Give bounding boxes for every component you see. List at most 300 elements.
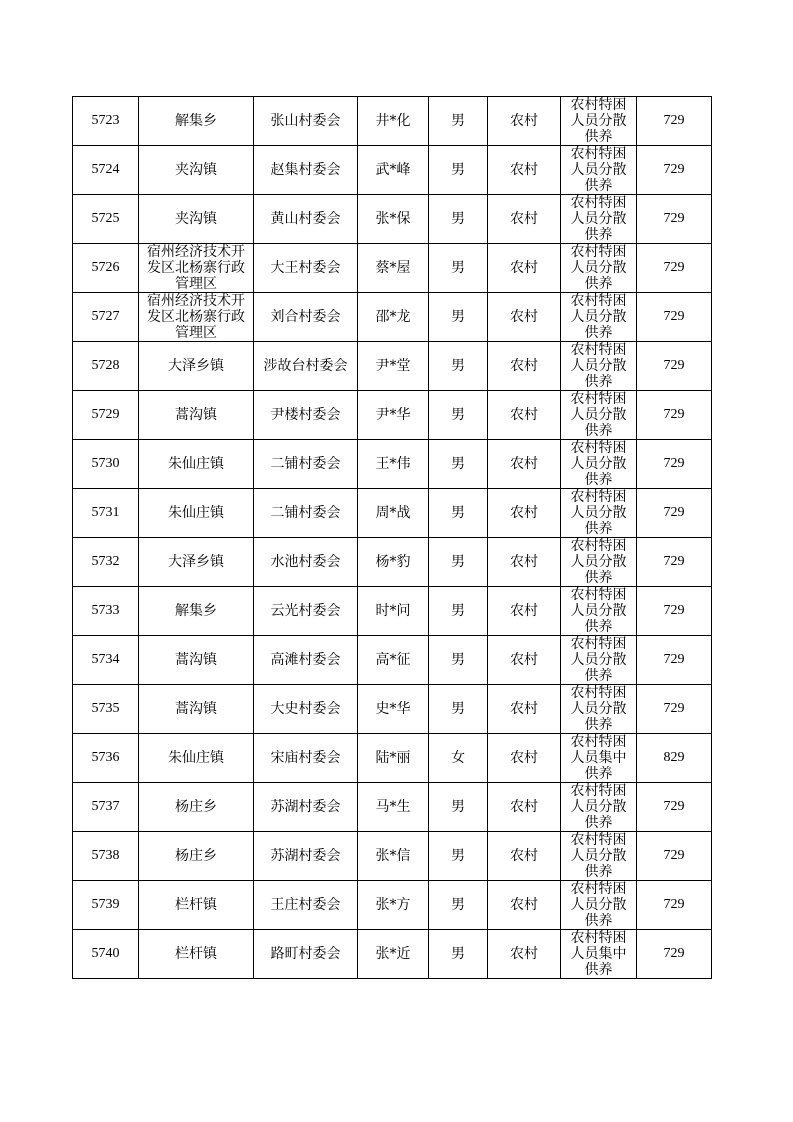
support-type-cell-text: 农村特困人员分散供养: [570, 342, 627, 390]
gender-cell: [429, 685, 488, 734]
support-type-cell-text: 农村特困人员分散供养: [570, 832, 627, 880]
village-cell-text: 尹楼村委会: [270, 407, 341, 423]
support-type-cell-text: 农村特困人员分散供养: [570, 685, 627, 733]
records-table: [72, 96, 712, 979]
person-name-cell-text: 尹*堂: [375, 358, 411, 374]
support-type-cell: [561, 342, 637, 391]
amount-cell-text: 729: [663, 211, 685, 226]
person-name-cell: [358, 489, 429, 538]
area-cell-text: 农村: [510, 799, 538, 815]
area-cell: [488, 881, 561, 930]
record-id-cell-text: 5725: [91, 211, 120, 226]
person-name-cell-text: 张*近: [375, 946, 411, 962]
town-cell: [139, 734, 254, 783]
town-cell: [139, 881, 254, 930]
record-id-cell: [73, 195, 139, 244]
area-cell-text: 农村: [510, 211, 538, 227]
town-cell: [139, 440, 254, 489]
table-row: [73, 342, 712, 391]
area-cell-text: 农村: [510, 358, 538, 374]
town-cell: [139, 489, 254, 538]
record-id-cell-text: 5731: [91, 505, 120, 520]
amount-cell-text: 729: [663, 848, 685, 863]
gender-cell: [429, 342, 488, 391]
area-cell: [488, 538, 561, 587]
record-id-cell-text: 5735: [91, 701, 120, 716]
amount-cell: [637, 685, 712, 734]
town-cell-text: 蒿沟镇: [175, 407, 217, 423]
village-cell-text: 二铺村委会: [270, 505, 341, 521]
record-id-cell-text: 5737: [91, 799, 120, 814]
gender-cell-text: 男: [451, 946, 465, 962]
support-type-cell: [561, 734, 637, 783]
gender-cell: [429, 832, 488, 881]
town-cell-text: 解集乡: [175, 113, 217, 129]
support-type-cell-text: 农村特困人员集中供养: [570, 930, 627, 978]
area-cell: [488, 244, 561, 293]
area-cell: [488, 195, 561, 244]
village-cell-text: 涉故台村委会: [263, 358, 348, 374]
record-id-cell: [73, 391, 139, 440]
gender-cell-text: 男: [451, 113, 465, 129]
record-id-cell-text: 5728: [91, 358, 120, 373]
village-cell-text: 水池村委会: [270, 554, 341, 570]
support-type-cell-text: 农村特困人员分散供养: [570, 391, 627, 439]
record-id-cell: [73, 930, 139, 979]
gender-cell: [429, 293, 488, 342]
village-cell-text: 二铺村委会: [270, 456, 341, 472]
person-name-cell-text: 高*征: [375, 652, 411, 668]
village-cell: [254, 832, 358, 881]
amount-cell-text: 729: [663, 701, 685, 716]
town-cell-text: 宿州经济技术开发区北杨寨行政管理区: [147, 244, 245, 292]
gender-cell-text: 男: [451, 603, 465, 619]
gender-cell: [429, 636, 488, 685]
amount-cell: [637, 832, 712, 881]
area-cell-text: 农村: [510, 652, 538, 668]
village-cell: [254, 391, 358, 440]
person-name-cell-text: 尹*华: [375, 407, 411, 423]
table-row: [73, 734, 712, 783]
amount-cell: [637, 195, 712, 244]
village-cell: [254, 440, 358, 489]
town-cell-text: 朱仙庄镇: [168, 456, 224, 472]
village-cell-text: 张山村委会: [270, 113, 341, 129]
person-name-cell-text: 井*化: [375, 113, 411, 129]
town-cell-text: 宿州经济技术开发区北杨寨行政管理区: [147, 293, 245, 341]
record-id-cell-text: 5736: [91, 750, 120, 765]
record-id-cell-text: 5734: [91, 652, 120, 667]
person-name-cell-text: 邵*龙: [375, 309, 411, 325]
village-cell-text: 宋庙村委会: [270, 750, 341, 766]
record-id-cell-text: 5726: [91, 260, 120, 275]
town-cell: [139, 587, 254, 636]
town-cell-text: 杨庄乡: [175, 799, 217, 815]
person-name-cell: [358, 636, 429, 685]
amount-cell: [637, 783, 712, 832]
gender-cell: [429, 244, 488, 293]
area-cell-text: 农村: [510, 603, 538, 619]
gender-cell: [429, 489, 488, 538]
person-name-cell: [358, 587, 429, 636]
amount-cell: [637, 440, 712, 489]
gender-cell-text: 男: [451, 848, 465, 864]
support-type-cell: [561, 685, 637, 734]
village-cell: [254, 881, 358, 930]
person-name-cell: [358, 391, 429, 440]
village-cell: [254, 244, 358, 293]
person-name-cell-text: 杨*豹: [375, 554, 411, 570]
table-row: [73, 195, 712, 244]
town-cell-text: 栏杆镇: [175, 897, 217, 913]
area-cell: [488, 636, 561, 685]
support-type-cell: [561, 538, 637, 587]
area-cell-text: 农村: [510, 505, 538, 521]
support-type-cell: [561, 391, 637, 440]
table-body: [73, 97, 712, 979]
support-type-cell: [561, 587, 637, 636]
support-type-cell: [561, 881, 637, 930]
area-cell-text: 农村: [510, 897, 538, 913]
amount-cell: [637, 146, 712, 195]
record-id-cell: [73, 146, 139, 195]
amount-cell: [637, 244, 712, 293]
support-type-cell: [561, 244, 637, 293]
person-name-cell-text: 张*保: [375, 211, 411, 227]
support-type-cell-text: 农村特困人员分散供养: [570, 293, 627, 341]
village-cell: [254, 195, 358, 244]
area-cell-text: 农村: [510, 701, 538, 717]
gender-cell: [429, 97, 488, 146]
support-type-cell: [561, 195, 637, 244]
support-type-cell-text: 农村特困人员分散供养: [570, 538, 627, 586]
town-cell-text: 朱仙庄镇: [168, 750, 224, 766]
gender-cell-text: 男: [451, 652, 465, 668]
support-type-cell-text: 农村特困人员分散供养: [570, 97, 627, 145]
amount-cell: [637, 587, 712, 636]
support-type-cell: [561, 440, 637, 489]
table-row: [73, 587, 712, 636]
gender-cell-text: 男: [451, 456, 465, 472]
town-cell: [139, 930, 254, 979]
gender-cell-text: 男: [451, 897, 465, 913]
village-cell-text: 苏湖村委会: [270, 799, 341, 815]
town-cell: [139, 832, 254, 881]
table-row: [73, 832, 712, 881]
area-cell: [488, 440, 561, 489]
area-cell: [488, 342, 561, 391]
support-type-cell-text: 农村特困人员分散供养: [570, 783, 627, 831]
person-name-cell-text: 张*信: [375, 848, 411, 864]
area-cell: [488, 391, 561, 440]
amount-cell-text: 729: [663, 456, 685, 471]
record-id-cell-text: 5729: [91, 407, 120, 422]
person-name-cell-text: 蔡*屋: [375, 260, 411, 276]
person-name-cell-text: 王*伟: [375, 456, 411, 472]
person-name-cell: [358, 244, 429, 293]
person-name-cell-text: 时*问: [375, 603, 411, 619]
amount-cell-text: 829: [663, 750, 685, 765]
village-cell-text: 大王村委会: [270, 260, 341, 276]
amount-cell: [637, 489, 712, 538]
village-cell: [254, 587, 358, 636]
person-name-cell: [358, 97, 429, 146]
amount-cell-text: 729: [663, 309, 685, 324]
area-cell: [488, 734, 561, 783]
person-name-cell: [358, 440, 429, 489]
record-id-cell: [73, 440, 139, 489]
person-name-cell: [358, 685, 429, 734]
record-id-cell: [73, 783, 139, 832]
person-name-cell-text: 史*华: [375, 701, 411, 717]
village-cell: [254, 293, 358, 342]
record-id-cell: [73, 538, 139, 587]
support-type-cell: [561, 146, 637, 195]
area-cell: [488, 783, 561, 832]
village-cell: [254, 489, 358, 538]
record-id-cell-text: 5738: [91, 848, 120, 863]
amount-cell: [637, 734, 712, 783]
gender-cell: [429, 930, 488, 979]
table-row: [73, 146, 712, 195]
gender-cell-text: 男: [451, 260, 465, 276]
amount-cell-text: 729: [663, 652, 685, 667]
amount-cell: [637, 636, 712, 685]
village-cell-text: 赵集村委会: [270, 162, 341, 178]
village-cell: [254, 146, 358, 195]
gender-cell-text: 男: [451, 211, 465, 227]
area-cell-text: 农村: [510, 848, 538, 864]
table-row: [73, 440, 712, 489]
person-name-cell: [358, 930, 429, 979]
area-cell: [488, 832, 561, 881]
area-cell-text: 农村: [510, 162, 538, 178]
gender-cell-text: 男: [451, 309, 465, 325]
amount-cell: [637, 391, 712, 440]
village-cell-text: 苏湖村委会: [270, 848, 341, 864]
support-type-cell-text: 农村特困人员分散供养: [570, 881, 627, 929]
gender-cell-text: 女: [451, 750, 465, 766]
table-row: [73, 538, 712, 587]
gender-cell: [429, 783, 488, 832]
amount-cell-text: 729: [663, 897, 685, 912]
amount-cell-text: 729: [663, 407, 685, 422]
record-id-cell: [73, 97, 139, 146]
record-id-cell: [73, 293, 139, 342]
support-type-cell-text: 农村特困人员分散供养: [570, 636, 627, 684]
area-cell: [488, 97, 561, 146]
village-cell-text: 路町村委会: [270, 946, 341, 962]
amount-cell-text: 729: [663, 603, 685, 618]
person-name-cell: [358, 195, 429, 244]
support-type-cell-text: 农村特困人员分散供养: [570, 195, 627, 243]
person-name-cell-text: 马*生: [375, 799, 411, 815]
area-cell: [488, 146, 561, 195]
gender-cell: [429, 881, 488, 930]
support-type-cell: [561, 930, 637, 979]
town-cell: [139, 391, 254, 440]
person-name-cell: [358, 832, 429, 881]
village-cell: [254, 930, 358, 979]
gender-cell: [429, 195, 488, 244]
record-id-cell: [73, 489, 139, 538]
amount-cell: [637, 97, 712, 146]
area-cell-text: 农村: [510, 113, 538, 129]
record-id-cell-text: 5739: [91, 897, 120, 912]
village-cell: [254, 734, 358, 783]
gender-cell-text: 男: [451, 505, 465, 521]
town-cell-text: 夹沟镇: [175, 211, 217, 227]
town-cell-text: 大泽乡镇: [168, 358, 224, 374]
town-cell: [139, 783, 254, 832]
town-cell: [139, 146, 254, 195]
gender-cell: [429, 146, 488, 195]
support-type-cell-text: 农村特困人员分散供养: [570, 146, 627, 194]
support-type-cell: [561, 832, 637, 881]
table-row: [73, 685, 712, 734]
record-id-cell: [73, 342, 139, 391]
village-cell: [254, 342, 358, 391]
support-type-cell: [561, 293, 637, 342]
town-cell-text: 大泽乡镇: [168, 554, 224, 570]
village-cell-text: 云光村委会: [270, 603, 341, 619]
town-cell-text: 蒿沟镇: [175, 701, 217, 717]
support-type-cell: [561, 489, 637, 538]
table-row: [73, 293, 712, 342]
area-cell: [488, 587, 561, 636]
village-cell-text: 王庄村委会: [270, 897, 341, 913]
amount-cell: [637, 881, 712, 930]
record-id-cell-text: 5730: [91, 456, 120, 471]
area-cell-text: 农村: [510, 750, 538, 766]
person-name-cell-text: 陆*丽: [375, 750, 411, 766]
town-cell-text: 夹沟镇: [175, 162, 217, 178]
record-id-cell: [73, 244, 139, 293]
table-row: [73, 391, 712, 440]
gender-cell-text: 男: [451, 554, 465, 570]
village-cell: [254, 538, 358, 587]
area-cell: [488, 685, 561, 734]
amount-cell: [637, 930, 712, 979]
support-type-cell-text: 农村特困人员分散供养: [570, 489, 627, 537]
amount-cell-text: 729: [663, 554, 685, 569]
gender-cell-text: 男: [451, 358, 465, 374]
person-name-cell: [358, 538, 429, 587]
village-cell: [254, 97, 358, 146]
record-id-cell-text: 5727: [91, 309, 120, 324]
record-id-cell: [73, 881, 139, 930]
gender-cell-text: 男: [451, 407, 465, 423]
record-id-cell-text: 5723: [91, 113, 120, 128]
support-type-cell: [561, 783, 637, 832]
support-type-cell-text: 农村特困人员集中供养: [570, 734, 627, 782]
town-cell-text: 解集乡: [175, 603, 217, 619]
gender-cell-text: 男: [451, 799, 465, 815]
town-cell: [139, 97, 254, 146]
gender-cell: [429, 587, 488, 636]
record-id-cell: [73, 636, 139, 685]
town-cell: [139, 636, 254, 685]
person-name-cell: [358, 293, 429, 342]
area-cell-text: 农村: [510, 554, 538, 570]
table-row: [73, 783, 712, 832]
amount-cell: [637, 538, 712, 587]
support-type-cell: [561, 97, 637, 146]
area-cell-text: 农村: [510, 260, 538, 276]
gender-cell: [429, 538, 488, 587]
amount-cell-text: 729: [663, 113, 685, 128]
gender-cell-text: 男: [451, 162, 465, 178]
record-id-cell-text: 5732: [91, 554, 120, 569]
support-type-cell: [561, 636, 637, 685]
gender-cell: [429, 734, 488, 783]
town-cell: [139, 244, 254, 293]
person-name-cell: [358, 881, 429, 930]
amount-cell-text: 729: [663, 162, 685, 177]
village-cell: [254, 783, 358, 832]
amount-cell-text: 729: [663, 358, 685, 373]
record-id-cell: [73, 685, 139, 734]
record-id-cell: [73, 734, 139, 783]
gender-cell-text: 男: [451, 701, 465, 717]
amount-cell-text: 729: [663, 260, 685, 275]
village-cell-text: 刘合村委会: [270, 309, 341, 325]
town-cell-text: 栏杆镇: [175, 946, 217, 962]
person-name-cell: [358, 146, 429, 195]
amount-cell-text: 729: [663, 946, 685, 961]
amount-cell: [637, 342, 712, 391]
record-id-cell-text: 5724: [91, 162, 120, 177]
table-row: [73, 97, 712, 146]
table-row: [73, 881, 712, 930]
amount-cell: [637, 293, 712, 342]
record-id-cell-text: 5733: [91, 603, 120, 618]
record-id-cell: [73, 587, 139, 636]
table-row: [73, 489, 712, 538]
gender-cell: [429, 440, 488, 489]
support-type-cell-text: 农村特困人员分散供养: [570, 244, 627, 292]
gender-cell: [429, 391, 488, 440]
person-name-cell: [358, 734, 429, 783]
table-row: [73, 244, 712, 293]
area-cell-text: 农村: [510, 456, 538, 472]
town-cell: [139, 342, 254, 391]
village-cell: [254, 636, 358, 685]
table-row: [73, 930, 712, 979]
town-cell: [139, 195, 254, 244]
village-cell-text: 黄山村委会: [270, 211, 341, 227]
person-name-cell: [358, 342, 429, 391]
area-cell-text: 农村: [510, 309, 538, 325]
town-cell: [139, 538, 254, 587]
person-name-cell-text: 周*战: [375, 505, 411, 521]
support-type-cell-text: 农村特困人员分散供养: [570, 440, 627, 488]
area-cell: [488, 293, 561, 342]
town-cell-text: 蒿沟镇: [175, 652, 217, 668]
area-cell: [488, 930, 561, 979]
town-cell: [139, 293, 254, 342]
area-cell-text: 农村: [510, 946, 538, 962]
table-row: [73, 636, 712, 685]
village-cell: [254, 685, 358, 734]
person-name-cell-text: 武*峰: [375, 162, 411, 178]
person-name-cell: [358, 783, 429, 832]
amount-cell-text: 729: [663, 799, 685, 814]
record-id-cell: [73, 832, 139, 881]
amount-cell-text: 729: [663, 505, 685, 520]
town-cell-text: 朱仙庄镇: [168, 505, 224, 521]
area-cell-text: 农村: [510, 407, 538, 423]
